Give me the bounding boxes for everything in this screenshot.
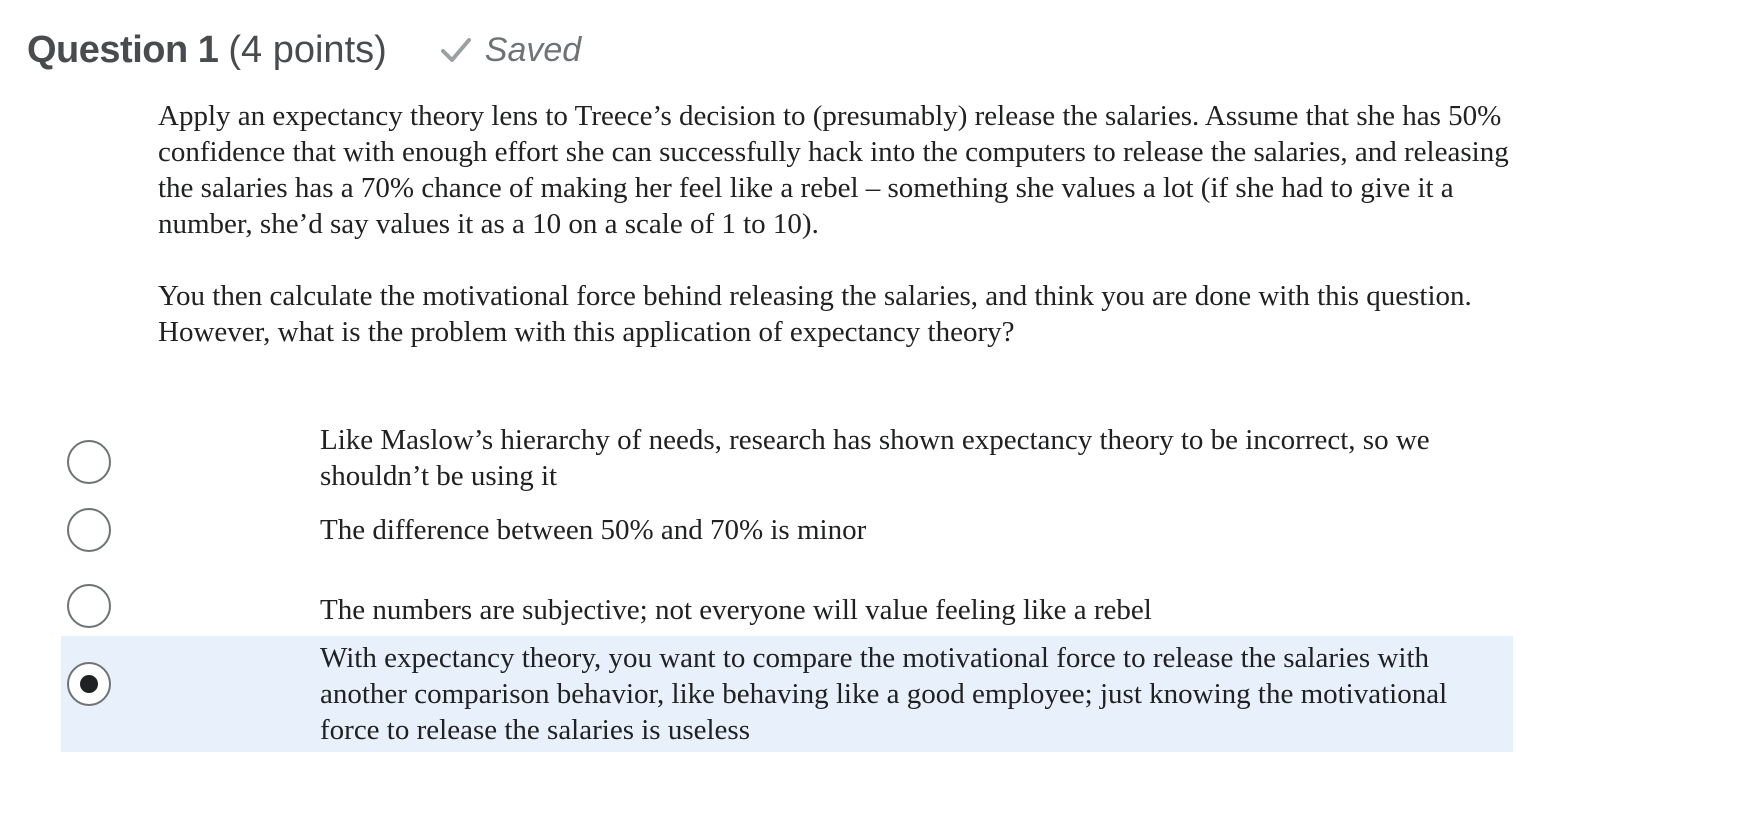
choice-label[interactable]: Like Maslow’s hierarchy of needs, research has shown expectancy theory to be incorrect, so we shouldn’t be using it xyxy=(320,424,1430,492)
radio-button[interactable] xyxy=(67,440,111,484)
saved-status xyxy=(439,31,581,70)
choice-label[interactable]: With expectancy theory, you want to compare the motivational force to release the salaries with another comparison behavior, like behaving like a good employee; just knowing the motivational force to release the salaries is useless xyxy=(320,642,1448,746)
saved-label: Saved xyxy=(484,30,582,69)
choice-label[interactable]: The numbers are subjective; not everyone will value feeling like a rebel xyxy=(320,594,1152,626)
question-header xyxy=(27,22,581,78)
question-prompt xyxy=(158,98,1518,350)
radio-selected-dot xyxy=(80,675,98,693)
radio-button[interactable] xyxy=(67,584,111,628)
radio-button[interactable] xyxy=(67,508,111,552)
choice-label[interactable]: The difference between 50% and 70% is minor xyxy=(320,514,867,546)
answer-choice-1[interactable] xyxy=(61,418,1513,498)
answer-choice-2[interactable] xyxy=(61,508,1513,568)
question-points: (4 points) xyxy=(228,28,387,71)
prompt-paragraph: Apply an expectancy theory lens to Treece’s decision to (presumably) release the salaries. Assume that she has 50% confidence that with enough effort she can successfully hack into the computers to release the salaries, and releasing the salaries has a 70% chance of making her feel like a rebel – something she values a lot (if she had to give it a number, she’d say values it as a 10 on a scale of 1 to 10). xyxy=(158,100,1509,240)
answer-choice-3[interactable] xyxy=(61,584,1513,634)
answer-choice-4[interactable] xyxy=(61,636,1513,752)
question-title: Question 1 xyxy=(27,28,219,71)
checkmark-icon xyxy=(439,33,473,67)
prompt-paragraph: You then calculate the motivational force behind releasing the salaries, and think you are done with this question. However, what is the problem with this application of expectancy theory? xyxy=(158,280,1472,348)
radio-button-selected[interactable] xyxy=(67,662,111,706)
